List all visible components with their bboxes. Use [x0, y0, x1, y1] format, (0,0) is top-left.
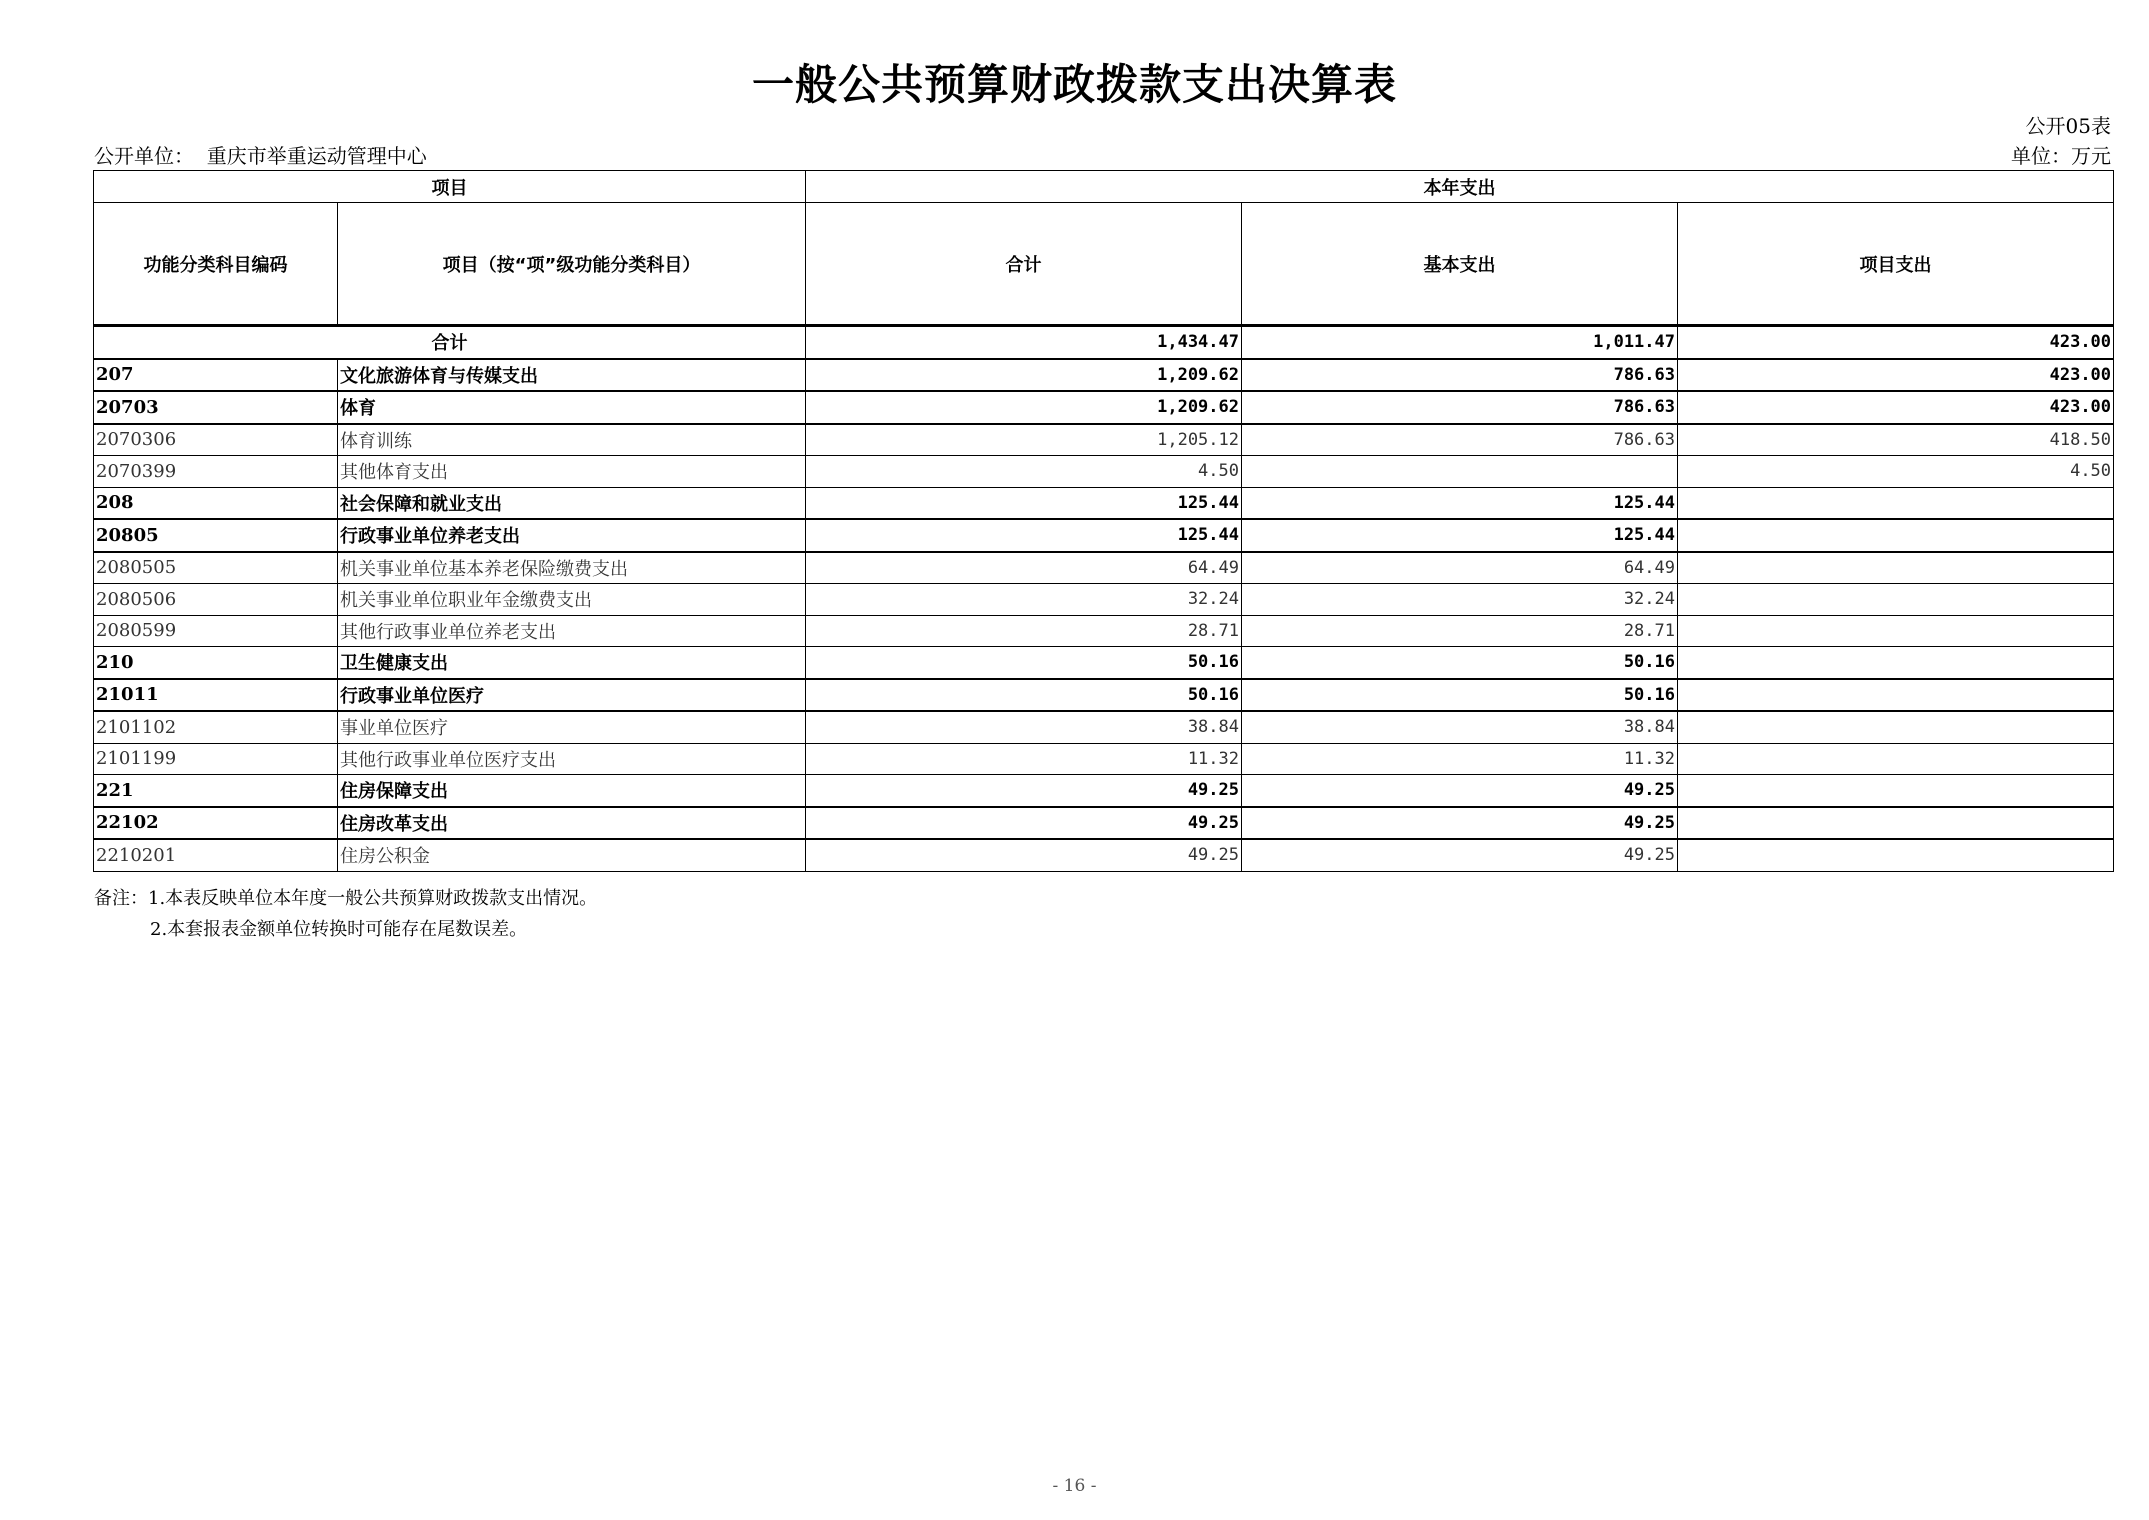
table-row: [94, 424, 2114, 456]
row-name: 其他行政事业单位医疗支出: [338, 743, 806, 775]
form-number: 公开05表: [2025, 114, 2111, 138]
total-total: 1,434.47: [806, 326, 1242, 359]
row-name: 文化旅游体育与传媒支出: [338, 359, 806, 392]
row-project: [1678, 775, 2114, 807]
row-project: [1678, 584, 2114, 616]
unit-line: [94, 140, 2111, 169]
row-total: 4.50: [806, 456, 1242, 488]
row-code: 2080505: [94, 552, 338, 584]
header-name: 项目（按“项”级功能分类科目）: [338, 203, 806, 326]
row-code: 20805: [94, 519, 338, 552]
row-code: 2101102: [94, 711, 338, 743]
row-total: 1,209.62: [806, 391, 1242, 424]
row-total: 1,205.12: [806, 424, 1242, 456]
row-total: 28.71: [806, 615, 1242, 647]
row-code: 2070306: [94, 424, 338, 456]
header-project-expense: 项目支出: [1678, 203, 2114, 326]
row-name: 机关事业单位职业年金缴费支出: [338, 584, 806, 616]
unit-label: 公开单位：: [94, 144, 194, 168]
row-name: 体育: [338, 391, 806, 424]
row-project: [1678, 647, 2114, 679]
unit-name: 重庆市举重运动管理中心: [206, 144, 427, 168]
row-project: 4.50: [1678, 456, 2114, 488]
header-current-year: 本年支出: [806, 171, 2114, 203]
row-code: 22102: [94, 807, 338, 840]
row-code: 2210201: [94, 839, 338, 871]
row-total: 50.16: [806, 647, 1242, 679]
row-basic: 786.63: [1242, 391, 1678, 424]
table-row: [94, 775, 2114, 807]
row-name: 住房保障支出: [338, 775, 806, 807]
row-total: 64.49: [806, 552, 1242, 584]
table-row: [94, 807, 2114, 840]
row-project: [1678, 487, 2114, 519]
row-basic: 125.44: [1242, 487, 1678, 519]
row-basic: 38.84: [1242, 711, 1678, 743]
row-total: 49.25: [806, 807, 1242, 840]
row-total: 32.24: [806, 584, 1242, 616]
row-project: [1678, 519, 2114, 552]
total-basic: 1,011.47: [1242, 326, 1678, 359]
row-basic: 50.16: [1242, 679, 1678, 712]
table-row: [94, 519, 2114, 552]
row-code: 207: [94, 359, 338, 392]
row-name: 住房公积金: [338, 839, 806, 871]
row-basic: 28.71: [1242, 615, 1678, 647]
row-basic: 49.25: [1242, 775, 1678, 807]
row-code: 208: [94, 487, 338, 519]
row-project: [1678, 743, 2114, 775]
row-name: 其他体育支出: [338, 456, 806, 488]
row-project: [1678, 839, 2114, 871]
table-row: [94, 487, 2114, 519]
row-project: 418.50: [1678, 424, 2114, 456]
row-total: 49.25: [806, 839, 1242, 871]
row-total: 1,209.62: [806, 359, 1242, 392]
row-basic: 125.44: [1242, 519, 1678, 552]
header-row-2: [94, 203, 2114, 326]
row-name: 卫生健康支出: [338, 647, 806, 679]
row-code: 210: [94, 647, 338, 679]
total-project: 423.00: [1678, 326, 2114, 359]
table-row: [94, 679, 2114, 712]
row-basic: 32.24: [1242, 584, 1678, 616]
row-total: 49.25: [806, 775, 1242, 807]
currency-unit: 单位：万元: [2011, 144, 2111, 168]
row-basic: 786.63: [1242, 424, 1678, 456]
row-code: 2070399: [94, 456, 338, 488]
row-project: [1678, 679, 2114, 712]
row-project: 423.00: [1678, 359, 2114, 392]
row-basic: 64.49: [1242, 552, 1678, 584]
row-name: 机关事业单位基本养老保险缴费支出: [338, 552, 806, 584]
table-row: [94, 615, 2114, 647]
row-name: 住房改革支出: [338, 807, 806, 840]
row-code: 21011: [94, 679, 338, 712]
notes: [94, 883, 597, 945]
row-code: 2080599: [94, 615, 338, 647]
note-2: 2.本套报表金额单位转换时可能存在尾数误差。: [150, 919, 528, 940]
table-row: [94, 743, 2114, 775]
row-basic: 49.25: [1242, 807, 1678, 840]
row-total: 11.32: [806, 743, 1242, 775]
header-row-1: [94, 171, 2114, 203]
row-basic: 786.63: [1242, 359, 1678, 392]
table-row: [94, 456, 2114, 488]
table-row: [94, 391, 2114, 424]
row-code: 221: [94, 775, 338, 807]
table-row: [94, 359, 2114, 392]
row-code: 20703: [94, 391, 338, 424]
row-total: 50.16: [806, 679, 1242, 712]
row-basic: 49.25: [1242, 839, 1678, 871]
row-name: 体育训练: [338, 424, 806, 456]
row-name: 行政事业单位养老支出: [338, 519, 806, 552]
row-name: 其他行政事业单位养老支出: [338, 615, 806, 647]
row-project: [1678, 615, 2114, 647]
row-total: 125.44: [806, 487, 1242, 519]
table-row: [94, 839, 2114, 871]
table-row: [94, 552, 2114, 584]
header-project: 项目: [94, 171, 806, 203]
expenditure-table: [93, 170, 2114, 872]
total-row: [94, 326, 2114, 359]
row-project: [1678, 711, 2114, 743]
row-basic: [1242, 456, 1678, 488]
total-label: 合计: [94, 326, 806, 359]
header-total: 合计: [806, 203, 1242, 326]
row-project: [1678, 807, 2114, 840]
row-code: 2101199: [94, 743, 338, 775]
row-code: 2080506: [94, 584, 338, 616]
row-project: [1678, 552, 2114, 584]
note-1: 备注：1.本表反映单位本年度一般公共预算财政拨款支出情况。: [94, 888, 598, 909]
table-row: [94, 647, 2114, 679]
table-row: [94, 711, 2114, 743]
page-title: 一般公共预算财政拨款支出决算表: [751, 60, 1397, 109]
page-number: - 16 -: [1052, 1476, 1097, 1496]
header-code: 功能分类科目编码: [94, 203, 338, 326]
row-basic: 50.16: [1242, 647, 1678, 679]
row-name: 社会保障和就业支出: [338, 487, 806, 519]
row-total: 38.84: [806, 711, 1242, 743]
row-name: 行政事业单位医疗: [338, 679, 806, 712]
row-total: 125.44: [806, 519, 1242, 552]
table-row: [94, 584, 2114, 616]
row-project: 423.00: [1678, 391, 2114, 424]
row-basic: 11.32: [1242, 743, 1678, 775]
header-basic: 基本支出: [1242, 203, 1678, 326]
row-name: 事业单位医疗: [338, 711, 806, 743]
